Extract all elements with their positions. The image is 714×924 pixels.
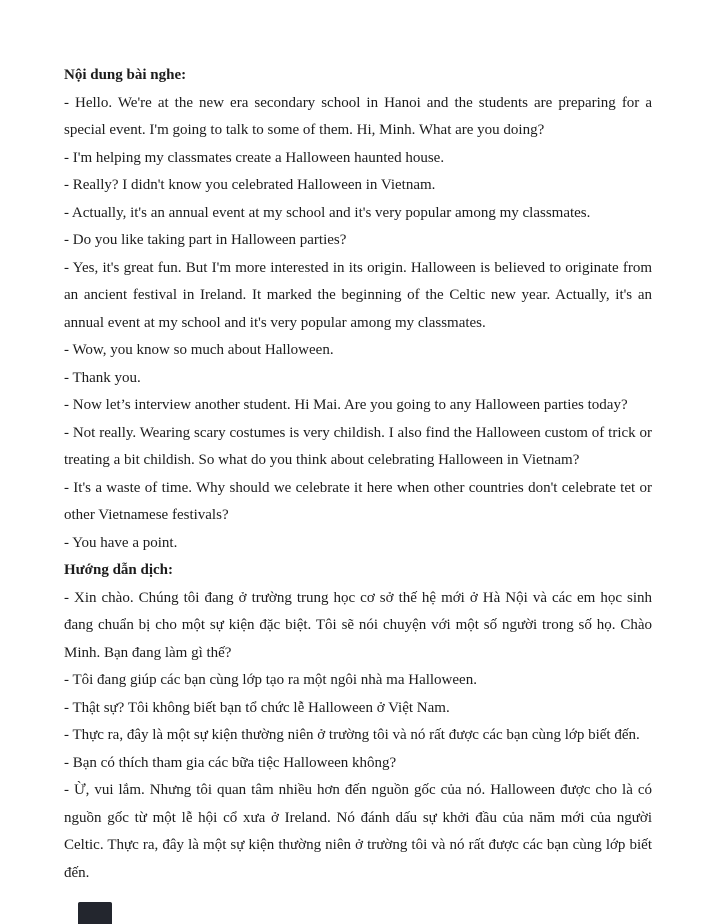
dialogue-line: - Tôi đang giúp các bạn cùng lớp tạo ra một ngôi nhà ma Halloween. — [64, 672, 477, 688]
document-content — [64, 62, 652, 887]
transcript-lines — [64, 90, 652, 558]
dialogue-line: - It's a waste of time. Why should we celebrate it here when other countries don't celebrate tet or other Vietnamese festivals? — [64, 479, 652, 523]
dialogue-line: - Xin chào. Chúng tôi đang ở trường trung học cơ sở thế hệ mới ở Hà Nội và các em học sinh đang chuẩn bị cho một sự kiện đặc biệt. Tôi sẽ nói chuyện với một số người trong số họ. Chào Minh. Bạn đang làm gì thế? — [64, 589, 652, 661]
dialogue-line: - Actually, it's an annual event at my school and it's very popular among my classmates. — [64, 204, 591, 221]
translation-lines — [64, 585, 652, 888]
dialogue-line: - Yes, it's great fun. But I'm more interested in its origin. Halloween is believed to originate from an ancient festival in Ireland. It marked the beginning of the Celtic new year. Actually, it's an annual event at my school and it's very popular among my classmates. — [64, 259, 652, 331]
dialogue-line: - Thật sự? Tôi không biết bạn tổ chức lễ Halloween ở Việt Nam. — [64, 699, 450, 716]
dialogue-line: - Bạn có thích tham gia các bữa tiệc Halloween không? — [64, 754, 397, 771]
dialogue-line: - Thực ra, đây là một sự kiện thường niên ở trường tôi và nó rất được các bạn cùng lớp biết đến. — [64, 727, 640, 743]
translation-heading: Hướng dẫn dịch: — [64, 562, 174, 578]
dialogue-line: - Now let’s interview another student. Hi Mai. Are you going to any Halloween parties today? — [64, 397, 628, 413]
dialogue-line: - Wow, you know so much about Halloween. — [64, 342, 334, 358]
dialogue-line: - Really? I didn't know you celebrated Halloween in Vietnam. — [64, 177, 436, 193]
dialogue-line: - Not really. Wearing scary costumes is very childish. I also find the Halloween custom of trick or treating a bit childish. So what do you think about celebrating Halloween in Vietnam? — [64, 424, 652, 468]
transcript-heading: Nội dung bài nghe: — [64, 67, 187, 83]
dialogue-line: - Hello. We're at the new era secondary school in Hanoi and the students are preparing for a special event. I'm going to talk to some of them. Hi, Minh. What are you doing? — [64, 94, 652, 138]
dialogue-line: - Thank you. — [64, 369, 141, 386]
dialogue-line: - I'm helping my classmates create a Halloween haunted house. — [64, 149, 445, 166]
cut-off-image — [78, 902, 112, 924]
dialogue-line: - Do you like taking part in Halloween parties? — [64, 232, 347, 248]
dialogue-line: - Ừ, vui lắm. Nhưng tôi quan tâm nhiều hơn đến nguồn gốc của nó. Halloween được cho là có nguồn gốc từ một lễ hội cổ xưa ở Ireland. Nó đánh dấu sự khởi đầu của năm mới của người Celtic. Thực ra, đây là một sự kiện thường niên ở trường tôi và nó rất được các bạn cùng lớp biết đến. — [64, 782, 652, 881]
dialogue-line: - You have a point. — [64, 534, 178, 551]
